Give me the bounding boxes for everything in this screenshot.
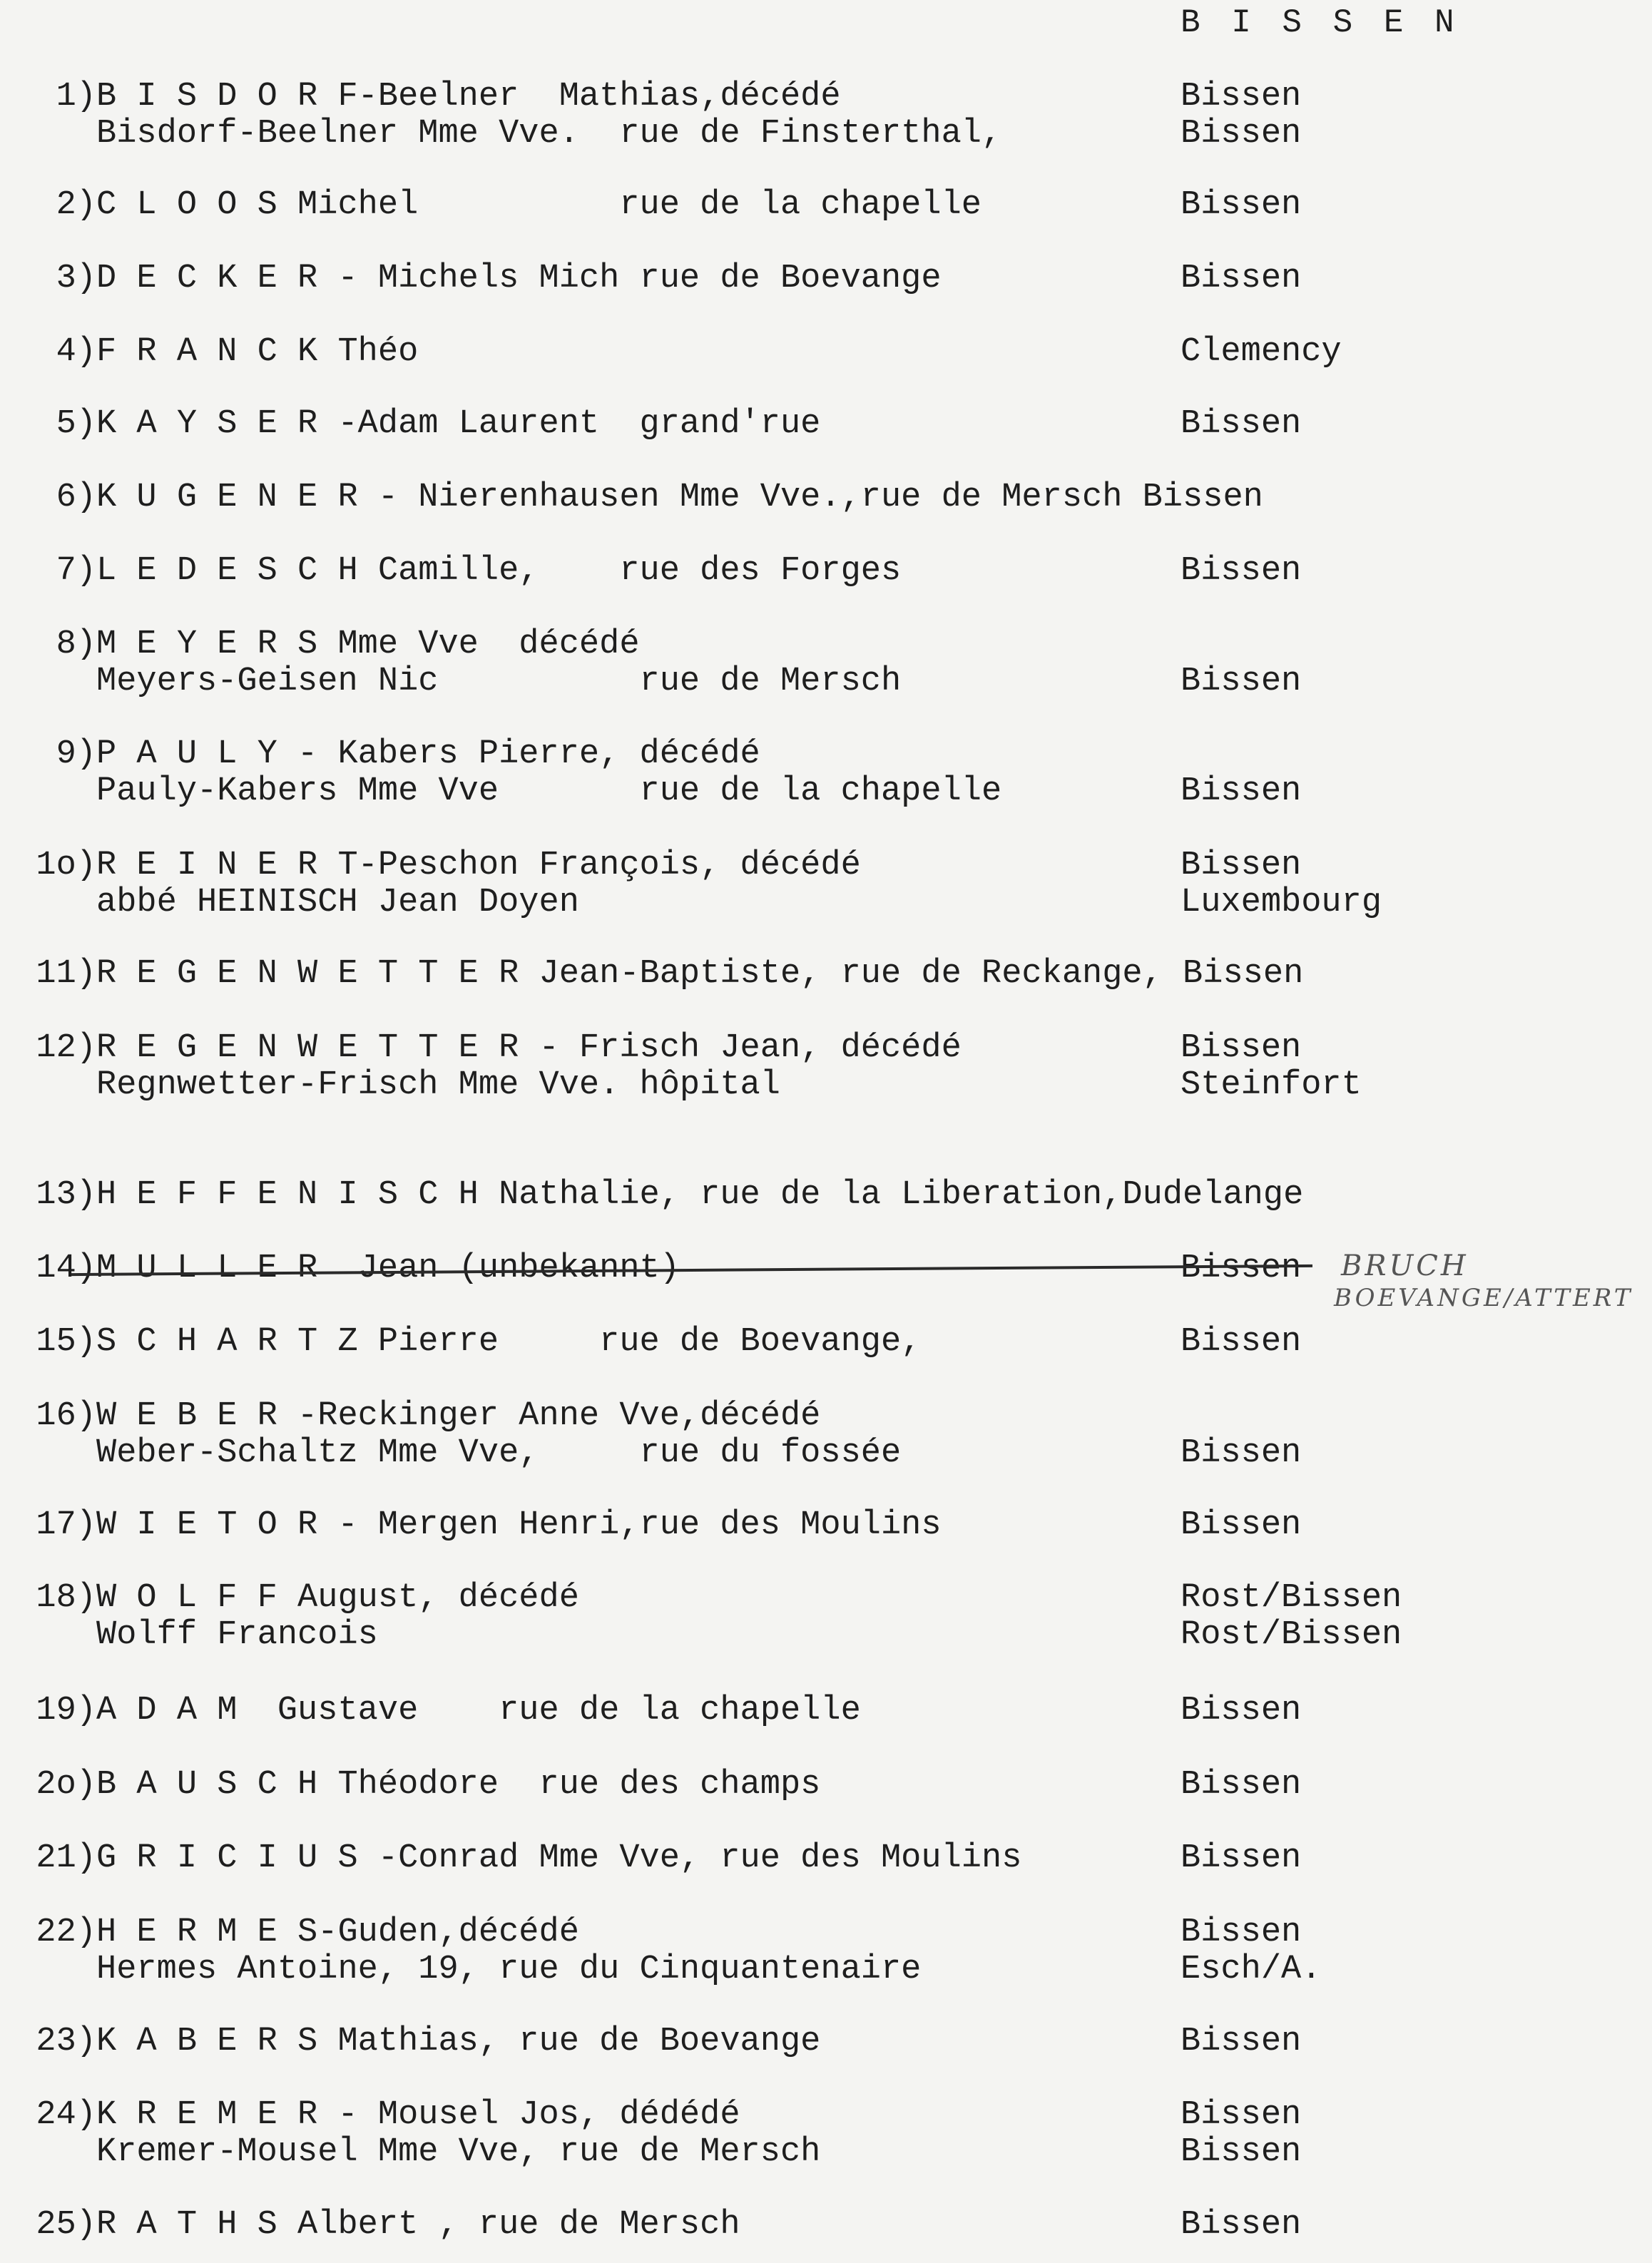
entry-line xyxy=(0,663,1652,700)
entry-line xyxy=(0,1030,1652,1067)
entry-text: Hermes Antoine, 19, rue du Cinquantenaire xyxy=(96,1951,922,1988)
entry-item xyxy=(0,626,1652,700)
entry-number: 23) xyxy=(36,2023,96,2060)
entry-location: Bissen xyxy=(1181,1250,1302,1287)
entry-line xyxy=(0,479,1652,516)
entry-number: 8) xyxy=(56,625,96,663)
entry-line xyxy=(0,847,1652,884)
entry-location: Bissen xyxy=(1181,2096,1302,2134)
entry-line xyxy=(0,2097,1652,2134)
entry-line xyxy=(0,260,1652,297)
entry-line xyxy=(0,1398,1652,1435)
entry-location: Bissen xyxy=(1181,1766,1302,1804)
entry-item xyxy=(0,1840,1652,1877)
entry-line xyxy=(0,334,1652,371)
entry-item xyxy=(0,1914,1652,1988)
entry-item xyxy=(0,2023,1652,2060)
entry-item xyxy=(0,406,1652,443)
entry-location: Esch/A. xyxy=(1181,1951,1322,1988)
entry-text: abbé HEINISCH Jean Doyen xyxy=(96,884,579,921)
entry-text: F R A N C K Théo xyxy=(96,333,419,371)
entry-line xyxy=(0,956,1652,993)
entry-location: Bissen xyxy=(1181,260,1302,297)
entry-location: Bissen xyxy=(1181,78,1302,116)
entry-location: Bissen xyxy=(1181,1839,1302,1877)
entry-number: 11) xyxy=(36,955,96,993)
entry-number: 25) xyxy=(36,2206,96,2244)
entry-text: Wolff Francois xyxy=(96,1616,378,1654)
entry-text: Regnwetter-Frisch Mme Vve. hôpital xyxy=(96,1066,780,1104)
entry-text: K U G E N E R - Nierenhausen Mme Vve.,rue de Mersch Bissen xyxy=(96,479,1263,516)
entry-line xyxy=(0,78,1652,116)
entry-number: 7) xyxy=(56,552,96,590)
entry-location: Bissen xyxy=(1181,663,1302,700)
entry-text: L E D E S C H Camille, rue des Forges xyxy=(96,552,902,590)
entry-line xyxy=(0,116,1652,153)
entry-line xyxy=(0,1435,1652,1472)
entry-text: R E I N E R T-Peschon François, décédé xyxy=(96,847,861,884)
entry-text: M E Y E R S Mme Vve décédé xyxy=(96,625,640,663)
entry-item xyxy=(0,1767,1652,1804)
entry-item xyxy=(0,2097,1652,2171)
page-header: B I S S E N xyxy=(1181,4,1460,41)
entry-line xyxy=(0,1692,1652,1730)
entry-text: K A Y S E R -Adam Laurent grand'rue xyxy=(96,405,821,443)
entry-text: P A U L Y - Kabers Pierre, décédé xyxy=(96,735,760,773)
entry-location: Bissen xyxy=(1181,552,1302,590)
entry-location: Bissen xyxy=(1181,1029,1302,1067)
entry-line xyxy=(0,1177,1652,1214)
entry-line xyxy=(0,626,1652,663)
entry-text: C L O O S Michel rue de la chapelle xyxy=(96,186,982,224)
entry-text: W O L F F August, décédé xyxy=(96,1579,579,1617)
entry-item xyxy=(0,1324,1652,1361)
entry-item xyxy=(0,1030,1652,1104)
entry-line xyxy=(0,1324,1652,1361)
entry-number: 5) xyxy=(56,405,96,443)
entry-location: Bissen xyxy=(1181,405,1302,443)
entry-text: A D A M Gustave rue de la chapelle xyxy=(96,1692,861,1730)
entry-location: Bissen xyxy=(1181,772,1302,810)
entry-text: M U L L E R Jean (unbekannt) xyxy=(96,1250,680,1287)
entry-line xyxy=(0,1617,1652,1654)
entry-text: W E B E R -Reckinger Anne Vve,décédé xyxy=(96,1397,821,1435)
entry-text: S C H A R T Z Pierre rue de Boevange, xyxy=(96,1323,922,1361)
entry-number: 15) xyxy=(36,1323,96,1361)
entry-number: 18) xyxy=(36,1579,96,1617)
entry-number: 3) xyxy=(56,260,96,297)
entry-number: 17) xyxy=(36,1506,96,1544)
entry-item xyxy=(0,1177,1652,1214)
entry-number: 24) xyxy=(36,2096,96,2134)
entry-item xyxy=(0,1692,1652,1730)
entry-location: Bissen xyxy=(1181,1323,1302,1361)
entry-number: 22) xyxy=(36,1914,96,1951)
entry-location: Luxembourg xyxy=(1181,884,1382,921)
entry-line xyxy=(0,1767,1652,1804)
entry-number: 21) xyxy=(36,1839,96,1877)
entry-number: 16) xyxy=(36,1397,96,1435)
entry-number: 6) xyxy=(56,479,96,516)
entry-number: 13) xyxy=(36,1176,96,1214)
entry-line xyxy=(0,187,1652,224)
entry-number: 19) xyxy=(36,1692,96,1730)
entry-text: G R I C I U S -Conrad Mme Vve, rue des Moulins xyxy=(96,1839,1022,1877)
entry-location: Rost/Bissen xyxy=(1181,1616,1402,1654)
entry-location: Bissen xyxy=(1181,2206,1302,2244)
entry-text: H E R M E S-Guden,décédé xyxy=(96,1914,579,1951)
entry-item xyxy=(0,553,1652,590)
entry-item xyxy=(0,78,1652,153)
entry-text: Weber-Schaltz Mme Vve, rue du fossée xyxy=(96,1434,902,1472)
entry-location: Rost/Bissen xyxy=(1181,1579,1402,1617)
entry-text: R E G E N W E T T E R Jean-Baptiste, rue de Reckange, Bissen xyxy=(96,955,1304,993)
entry-line xyxy=(0,1840,1652,1877)
entry-number: 1) xyxy=(56,78,96,116)
entry-item xyxy=(0,2207,1652,2244)
entry-text: K R E M E R - Mousel Jos, dédédé xyxy=(96,2096,740,2134)
entry-item xyxy=(0,1398,1652,1472)
entry-item xyxy=(0,260,1652,297)
entry-location: Bissen xyxy=(1181,1434,1302,1472)
entry-text: K A B E R S Mathias, rue de Boevange xyxy=(96,2023,821,2060)
entry-line xyxy=(0,406,1652,443)
entry-item xyxy=(0,736,1652,810)
entry-line xyxy=(0,1580,1652,1617)
entry-line xyxy=(0,2207,1652,2244)
entry-location: Bissen xyxy=(1181,2023,1302,2060)
entry-line xyxy=(0,1951,1652,1988)
entry-item xyxy=(0,479,1652,516)
entry-location: Clemency xyxy=(1181,333,1342,371)
entry-location: Bissen xyxy=(1181,1914,1302,1951)
entry-line xyxy=(0,2023,1652,2060)
entry-line xyxy=(0,1067,1652,1104)
entry-text: B I S D O R F-Beelner Mathias,décédé xyxy=(96,78,841,116)
entry-line xyxy=(0,1914,1652,1951)
entry-location: Bissen xyxy=(1181,186,1302,224)
entry-item xyxy=(0,956,1652,993)
entry-location: Bissen xyxy=(1181,2133,1302,2171)
entry-text: Kremer-Mousel Mme Vve, rue de Mersch xyxy=(96,2133,821,2171)
entry-number: 12) xyxy=(36,1029,96,1067)
entry-number: 1o) xyxy=(36,847,96,884)
entry-number: 2) xyxy=(56,186,96,224)
entry-text: B A U S C H Théodore rue des champs xyxy=(96,1766,821,1804)
entry-location: Bissen xyxy=(1181,1506,1302,1544)
entry-item xyxy=(0,334,1652,371)
entry-text: Pauly-Kabers Mme Vve rue de la chapelle xyxy=(96,772,1002,810)
entry-line xyxy=(0,2134,1652,2171)
entry-item xyxy=(0,1507,1652,1544)
entry-text: Meyers-Geisen Nic rue de Mersch xyxy=(96,663,902,700)
entry-text: D E C K E R - Michels Mich rue de Boevange xyxy=(96,260,942,297)
entry-item xyxy=(0,847,1652,921)
entry-location: Bissen xyxy=(1181,1692,1302,1730)
entry-text: W I E T O R - Mergen Henri,rue des Moulins xyxy=(96,1506,942,1544)
entry-item xyxy=(0,187,1652,224)
entry-number: 9) xyxy=(56,735,96,773)
entry-line xyxy=(0,773,1652,810)
handwritten-note-line2: BOEVANGE/ATTERT xyxy=(1334,1284,1633,1312)
entry-line xyxy=(0,553,1652,590)
entry-line xyxy=(0,736,1652,773)
entry-number: 14) xyxy=(36,1250,96,1287)
entry-text: R E G E N W E T T E R - Frisch Jean, décédé xyxy=(96,1029,962,1067)
entry-location: Bissen xyxy=(1181,847,1302,884)
entry-item xyxy=(0,1580,1652,1654)
entry-number: 2o) xyxy=(36,1766,96,1804)
entry-text: R A T H S Albert , rue de Mersch xyxy=(96,2206,740,2244)
entry-number: 4) xyxy=(56,333,96,371)
entry-line xyxy=(0,884,1652,921)
entry-text: Bisdorf-Beelner Mme Vve. rue de Finsterthal, xyxy=(96,115,1002,153)
entry-location: Bissen xyxy=(1181,115,1302,153)
entry-line xyxy=(0,1507,1652,1544)
entry-location: Steinfort xyxy=(1181,1066,1362,1104)
handwritten-note-line1: BRUCH xyxy=(1341,1250,1469,1282)
entry-text: H E F F E N I S C H Nathalie, rue de la Liberation,Dudelange xyxy=(96,1176,1304,1214)
